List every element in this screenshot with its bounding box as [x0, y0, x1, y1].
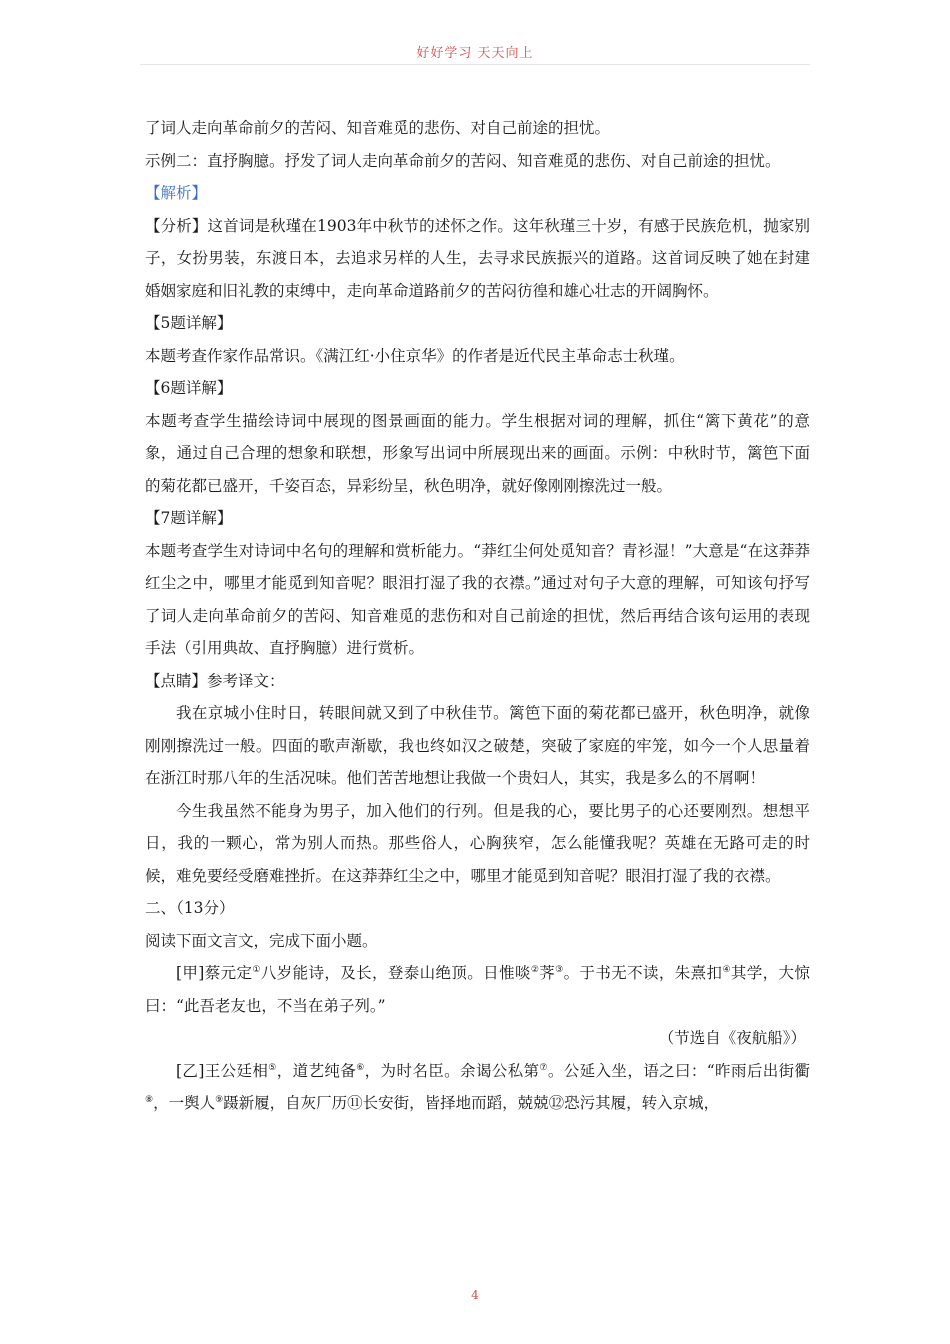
passage-yi-text-1: [乙]王公廷相 — [176, 1061, 269, 1080]
passage-yi-text-2: ，道艺纯备 — [276, 1061, 357, 1080]
analysis-paragraph: 【分析】这首词是秋瑾在1903年中秋节的述怀之作。这年秋瑾三十岁，有感于民族危机，抛家别子，女扮男装，东渡日本，去追求另样的人生，去寻求民族振兴的道路。这首词反映了她在封建婚姻家庭和旧礼教的束缚中，走向革命道路前夕的苦闷彷徨和雄心壮志的开阔胸怀。 — [145, 216, 810, 300]
question-5-title: 【5题详解】 — [145, 314, 233, 332]
document-body — [145, 112, 810, 1120]
passage-yi-text-5: ，一舆人 — [153, 1094, 216, 1112]
footnote-marker-9: ⑨ — [215, 1094, 224, 1105]
footnote-marker-7: ⑦ — [539, 1062, 548, 1073]
footnote-marker-8: ⑧ — [145, 1094, 154, 1105]
footnote-marker-4: ④ — [722, 964, 731, 975]
passage-jia-source: （节选自《夜航船》） — [658, 1029, 806, 1047]
passage-yi-text-4: 。公延入坐，语之曰：“昨雨后出街衢 — [547, 1061, 810, 1080]
translation-paragraph-2: 今生我虽然不能身为男子，加入他们的行列。但是我的心，要比男子的心还要刚烈。想想平日，我的一颗心，常为别人而热。那些俗人，心胸狭窄，怎么能懂我呢？英雄在无路可走的时候，难免要经受磨难挫折。在这莽莽红尘之中，哪里才能觅到知音呢？眼泪打湿了我的衣襟。 — [145, 801, 810, 885]
page-header: 好好学习 天天向上 — [416, 46, 534, 61]
answer-example-2: 示例二：直抒胸臆。抒发了词人走向革命前夕的苦闷、知音难觅的悲伤、对自己前途的担忧。 — [145, 151, 781, 170]
passage-yi — [145, 1055, 810, 1120]
footnote-marker-2: ② — [530, 964, 540, 975]
question-5-body: 本题考查作家作品常识。《满江红·小住京华》的作者是近代民主革命志士秋瑾。 — [145, 346, 685, 365]
answer-line-1: 了词人走向革命前夕的苦闷、知音难觅的悲伤、对自己前途的担忧。 — [145, 119, 611, 137]
footnote-marker-1: ① — [252, 964, 261, 975]
passage-jia-text-2: 八岁能诗，及长，登泰山绝顶。日惟啖 — [260, 964, 531, 982]
header-divider — [140, 64, 810, 65]
footnote-marker-5: ⑤ — [268, 1062, 277, 1073]
dianjing-heading: 【点睛】参考译文： — [145, 671, 285, 690]
question-6-title: 【6题详解】 — [145, 379, 233, 397]
analysis-heading: 【解析】 — [145, 184, 208, 202]
passage-jia-text-1: [甲]蔡元定 — [176, 964, 253, 982]
question-7-body: 本题考查学生对诗词中名句的理解和赏析能力。“莽红尘何处觅知音？青衫湿！”大意是“在这莽莽红尘之中，哪里才能觅到知音呢？眼泪打湿了我的衣襟。”通过对句子大意的理解，可知该句抒写了词人走向革命前夕的苦闷、知音难觅的悲伤和对自己前途的担忧，然后再结合该句运用的表现手法（引用典故、直抒胸臆）进行赏析。 — [145, 541, 810, 657]
section-2-instructions: 阅读下面文言文，完成下面小题。 — [145, 931, 378, 950]
section-2-heading: 二、（13分） — [145, 899, 235, 917]
page-number: 4 — [471, 1288, 479, 1302]
question-6-body: 本题考查学生描绘诗词中展现的图景画面的能力。学生根据对词的理解，抓住“篱下黄花”的意象，通过自己合理的想象和联想，形象写出词中所展现出来的画面。示例：中秋时节，篱笆下面的菊花都已盛开，千姿百态，异彩纷呈，秋色明净，就好像刚刚擦洗过一般。 — [145, 411, 810, 495]
footnote-marker-3: ③ — [555, 964, 564, 975]
footnote-marker-6: ⑥ — [356, 1062, 365, 1073]
passage-jia-text-4: 。于书无不读，朱熹扣 — [563, 964, 723, 982]
passage-yi-text-6: 蹑新履，自灰厂历⑪长安街，皆择地而蹈，兢兢⑫恐污其履，转入京城， — [223, 1094, 720, 1112]
passage-jia-text-3: 荠 — [539, 964, 556, 982]
passage-jia — [145, 957, 810, 1022]
passage-jia-text-5: 其学，大惊曰：“此吾老友也，不当在弟子列。” — [145, 964, 810, 1015]
question-7-title: 【7题详解】 — [145, 509, 233, 527]
passage-yi-text-3: ，为时名臣。余谒公私第 — [364, 1061, 540, 1080]
translation-paragraph-1: 我在京城小住时日，转眼间就又到了中秋佳节。篱笆下面的菊花都已盛开，秋色明净，就像刚刚擦洗过一般。四面的歌声渐歇，我也终如汉之破楚，突破了家庭的牢笼，如今一个人思量着在浙江时那八年的生活况味。他们苦苦地想让我做一个贵妇人，其实，我是多么的不屑啊！ — [145, 704, 810, 787]
